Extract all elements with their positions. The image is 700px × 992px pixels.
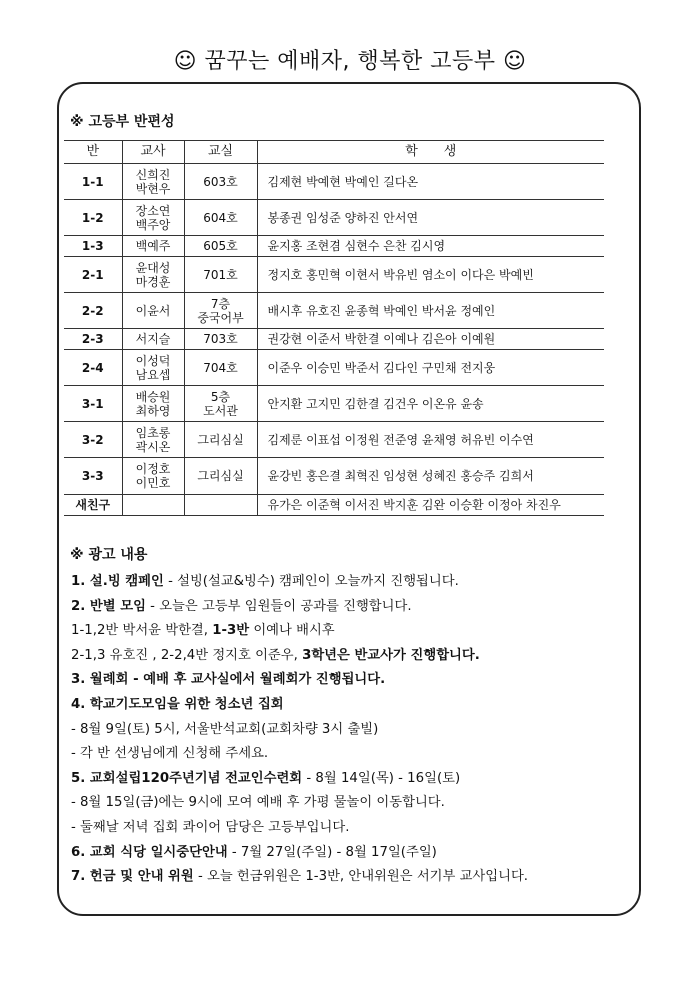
students-cell: 김제룬 이표섭 이정원 전준영 윤채영 허유빈 이수연: [257, 422, 604, 458]
notice-emphasis: 5. 교회설립120주년기념 전교인수련회: [71, 770, 303, 786]
teacher-name: 장소연: [135, 203, 171, 218]
teacher-cell: [122, 386, 184, 422]
roster-row: [64, 350, 604, 386]
teacher-name: 윤대성: [135, 260, 171, 275]
notice-emphasis: 1. 설.빙 캠페인: [71, 574, 164, 589]
notice-emphasis: 1-3반: [212, 623, 250, 639]
roster-row: [64, 236, 604, 257]
notice-text: - 8월 9일(토) 5시, 서울반석교회(교회차량 3시 출빌): [71, 721, 379, 737]
room-cell: [184, 200, 257, 236]
room-cell: [184, 257, 257, 293]
teacher-name: 임초롱: [135, 425, 171, 440]
teacher-name: 마경훈: [135, 274, 171, 289]
room-cell: [184, 458, 257, 495]
roster-row: [64, 200, 604, 236]
students-cell: 김제현 박예현 박예인 길다온: [257, 164, 604, 200]
notice-text: - 8월 14일(목) - 16일(토): [302, 770, 461, 786]
teacher-name: 백주앙: [135, 217, 171, 232]
class-cell: 1-3: [64, 236, 122, 257]
students-cell: 봉종권 임성준 양하진 안서연: [257, 200, 604, 236]
notice-emphasis: 2. 반별 모임: [71, 598, 146, 614]
room-name: 703호: [203, 332, 238, 346]
teacher-name: 이민호: [135, 476, 171, 490]
notice-line: [71, 767, 631, 792]
roster-row: [64, 458, 604, 495]
students-cell: 권강현 이준서 박한결 이예나 김은아 이예원: [257, 329, 604, 350]
page-title: ☺ 꿈꾸는 예배자, 행복한 고등부 ☺: [173, 49, 527, 74]
notice-text: 이예나 배시후: [249, 623, 335, 639]
students-cell: 윤지홍 조현겸 심현수 은찬 김시영: [257, 236, 604, 257]
room-name: 중국어부: [197, 310, 244, 325]
teacher-cell: [122, 200, 184, 236]
notice-line: [71, 816, 631, 841]
notice-line: [71, 668, 631, 693]
class-cell: 2-2: [64, 293, 122, 329]
col-header-students: 학 생: [257, 141, 604, 164]
teacher-cell: [122, 293, 184, 329]
notice-line: [71, 570, 631, 595]
col-header-class: 반: [64, 141, 122, 164]
teacher-cell: [122, 236, 184, 257]
notice-text: - 오늘은 고등부 임원들이 공과를 진행합니다.: [145, 598, 412, 614]
notice-text: - 설빙(설교&빙수) 캠페인이 오늘까지 진행됩니다.: [163, 574, 459, 589]
students-cell: 유가은 이준혁 이서진 박지훈 김완 이승환 이정아 차진우: [257, 495, 604, 516]
roster-table: [64, 140, 604, 516]
notice-line: [71, 865, 631, 890]
students-cell: 배시후 유호진 윤종혁 박예인 박서윤 정예인: [257, 293, 604, 329]
notices-list: [71, 570, 631, 890]
room-cell: [184, 236, 257, 257]
room-name: 5층: [210, 389, 231, 404]
notice-emphasis: 6. 교회 식당 일시중단안내: [71, 844, 228, 860]
room-cell: [184, 293, 257, 329]
room-cell: [184, 329, 257, 350]
teacher-name: 이정호: [135, 462, 171, 476]
roster-row: [64, 293, 604, 329]
room-name: 603호: [203, 174, 238, 189]
teacher-cell: [122, 458, 184, 495]
notice-emphasis: 7. 헌금 및 안내 위원: [71, 869, 194, 885]
teacher-name: 배승원: [135, 389, 171, 404]
notice-line: [71, 595, 631, 620]
teacher-cell: [122, 257, 184, 293]
room-cell: [184, 386, 257, 422]
teacher-name: 백예주: [135, 239, 171, 253]
room-name: 7층: [210, 296, 231, 311]
notice-line: [71, 791, 631, 816]
notice-line: [71, 644, 631, 669]
class-cell: 2-4: [64, 350, 122, 386]
notice-emphasis: 4. 학교기도모임을 위한 청소년 집회: [71, 696, 284, 712]
notice-emphasis: 3. 월례회 - 예배 후 교사실에서 월례회가 진행됩니다.: [71, 672, 386, 688]
class-cell: 3-3: [64, 458, 122, 495]
class-cell: 3-1: [64, 386, 122, 422]
teacher-name: 이윤서: [135, 303, 171, 318]
roster-row: [64, 422, 604, 458]
notice-line: [71, 841, 631, 866]
teacher-cell: [122, 495, 184, 516]
teacher-name: 남요셉: [135, 367, 171, 382]
room-cell: [184, 350, 257, 386]
room-name: 605호: [203, 239, 238, 253]
roster-row: [64, 329, 604, 350]
notice-line: [71, 718, 631, 743]
notice-emphasis: 3학년은 반교사가 진행합니다.: [302, 647, 480, 663]
teacher-name: 곽시온: [135, 439, 171, 454]
notice-text: 2-1,3 유호진 , 2-2,4반 정지호 이준우,: [71, 647, 303, 663]
class-cell: 1-1: [64, 164, 122, 200]
class-cell: 3-2: [64, 422, 122, 458]
students-cell: 이준우 이승민 박준서 김다인 구민채 전지웅: [257, 350, 604, 386]
room-name: 704호: [203, 360, 238, 375]
teacher-name: 박현우: [135, 181, 171, 196]
class-cell: 2-3: [64, 329, 122, 350]
teacher-name: 이성덕: [135, 353, 171, 368]
room-cell: [184, 495, 257, 516]
notice-text: - 각 반 선생님에게 신청해 주세요.: [71, 746, 269, 762]
room-cell: [184, 164, 257, 200]
students-cell: 안지환 고지민 김한결 김건우 이온유 윤송: [257, 386, 604, 422]
room-cell: [184, 422, 257, 458]
col-header-room: 교실: [184, 141, 257, 164]
roster-row: [64, 495, 604, 516]
notice-line: [71, 693, 631, 718]
students-cell: 정지호 홍민혁 이현서 박유빈 염소이 이다은 박예빈: [257, 257, 604, 293]
col-header-teacher: 교사: [122, 141, 184, 164]
teacher-name: 서지슬: [135, 332, 171, 346]
notice-text: 1-1,2반 박서윤 박한결,: [71, 623, 213, 639]
room-name: 도서관: [203, 403, 238, 418]
room-name: 그리심실: [197, 432, 244, 447]
teacher-cell: [122, 164, 184, 200]
roster-body: [64, 164, 604, 516]
class-cell: 1-2: [64, 200, 122, 236]
room-name: 701호: [203, 267, 238, 282]
notices-heading: ※ 광고 내용: [70, 547, 148, 563]
roster-header-row: [64, 141, 604, 164]
roster-row: [64, 386, 604, 422]
class-cell: 새친구: [64, 495, 122, 516]
notice-text: - 7월 27일(주일) - 8월 17일(주일): [227, 844, 437, 860]
notice-text: - 8월 15일(금)에는 9시에 모여 예배 후 가평 물놀이 이동합니다.: [71, 795, 445, 811]
class-cell: 2-1: [64, 257, 122, 293]
notice-text: - 둘째날 저녁 집회 콰이어 담당은 고등부입니다.: [71, 819, 350, 835]
teacher-cell: [122, 350, 184, 386]
teacher-name: 신희진: [135, 167, 171, 182]
room-name: 604호: [203, 210, 238, 225]
notice-line: [71, 742, 631, 767]
notice-line: [71, 619, 631, 644]
teacher-cell: [122, 422, 184, 458]
notice-text: - 오늘 헌금위원은 1-3반, 안내위원은 서기부 교사입니다.: [193, 869, 529, 885]
students-cell: 윤강빈 홍은결 최혁진 임성현 성혜진 홍승주 김희서: [257, 458, 604, 495]
roster-row: [64, 257, 604, 293]
teacher-cell: [122, 329, 184, 350]
room-name: 그리심실: [197, 469, 244, 483]
roster-row: [64, 164, 604, 200]
roster-heading: ※ 고등부 반편성: [70, 114, 175, 130]
teacher-name: 최하영: [135, 403, 171, 418]
